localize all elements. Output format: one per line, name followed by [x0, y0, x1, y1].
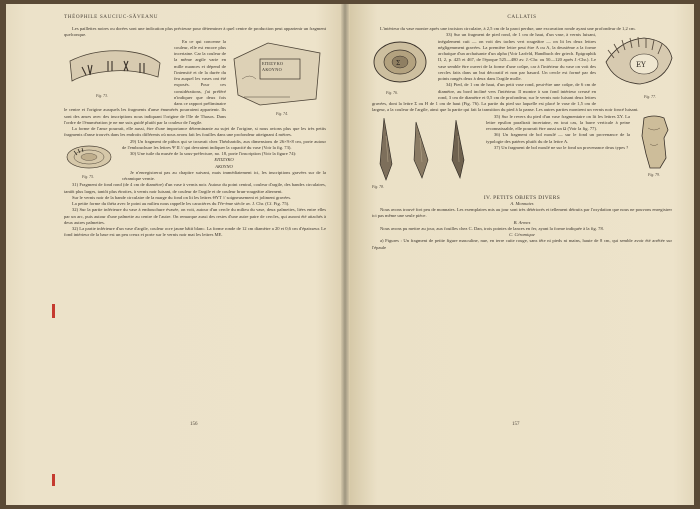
inscription-line: ΕΠΙΞΥΚΟ: [214, 157, 234, 163]
figure-76-caption: Fig. 76.: [386, 91, 398, 96]
paragraph: 37) Un fragment de bol moulé ne sur le fond un provenance deux types ?: [494, 144, 629, 150]
right-page: [350, 4, 694, 505]
right-page-body: [372, 26, 672, 251]
paragraph: 31) Fragment de fond rond (de 4 cm de diamètre) d'un vase à vernis noir. Autour du point central, couleur d'argile, des bandes circulaires, tantôt plus larges, tantôt plus étroites, à vernis noir luisant, de couleur de l'argile et de couleur brun-rougeâtre alternent.: [64, 182, 326, 194]
paragraph: 35) Sur le revers du pied d'un vase fragmentaire on lit les lettres ΣΥ. La lettre epsilon paraîtrait incertaine, en tout cas, la barre verticale à peine reconnaissable, elle pourrait être aussi un Ω (Voir la fig. 77).: [486, 113, 630, 131]
paragraph: Je n'enregistrerai pas au chapitre suivant, mais immédiatement ici, les inscriptions gravées sur de la céramique vernie.: [122, 169, 326, 181]
paragraph: Les paillettes noires ou dorées sont une indication plus précieuse pour déterminer à quel centre de production peut appartenir un fragment quelconque.: [64, 26, 326, 38]
left-running-head: THÉOPHILE SAUCIUC-SĂVEANU: [64, 14, 159, 20]
figure-74-stamp: [262, 61, 283, 73]
paragraph: 34) Pied, de 1 cm de haut, d'un petit vase rond, peut-être une coûpe, de 6 cm de diamètre, au bord incliné vers l'intérieur. Il montre à son fond intérieur creusé en rond, 3 cm de diamètre et 0,5 cm de profondeur, sur le vernis noir luisant deux lettres gravées, dont la lettre Σ ou H de 1 cm de haut (Fig. 76). La partie du pied sur laquelle est placé le vase de 1,5 cm de largeur, a la couleur de l'argile, ainsi que la partie qui fait la transition du pied à la panse. Les autres parties montrent un vernis noir foncé luisant.: [372, 82, 639, 113]
inscription-line: ΑΚΟΥΝΟ: [215, 163, 233, 169]
right-running-head: CALLATIS: [507, 14, 537, 20]
red-margin-mark: [52, 474, 55, 486]
figure-73-caption: Fig. 73.: [96, 93, 108, 98]
stamp-line: ΑΚΟΥΝΟ: [262, 66, 283, 72]
paragraph: La petite forme du théta avec le point au milieu nous rappelle les caractères du IVe-ème siècle av. J. Chr. (Cf. Fig. 75).: [72, 201, 290, 206]
paragraph: 33) Sur un fragment de pied rond, de 1 cm de haut, d'un vase, à vernis luisant, inégalement cuit — on voit des taches vert rougeâtre — on lit les deux lettres négligemment gravées. La première lettre peut être A ou A, la deuxième a la forme archaïque d'un archaïsante d'un alpha (Voir Larfeld, Handbuch der griech. Epigraphik II, 2, p. 425 et 467, de l'époque 525—480 av. J.-Chr. ou 50—120 après J.-Chr.). Le vase semble être ouvert de la forme d'une coûpe, car à l'intérieur du vase on voit des cercles faits dans un but décoratif et non par hasard. Un cercle est formé par des points rangés deux à deux dans l'argile molle.: [438, 32, 596, 81]
paragraph: 29) Un fragment de pithos qui se trouvait chez Théoharidis, aux dimensions de 26×9×8 cm, porte autour de l'embouchure les lettres Ψ II // qui devraient indiquer la capacité du vase (Voir la fig. 73).: [122, 138, 326, 150]
book-gutter: [341, 4, 349, 505]
figure-73-pithos-fragment: [64, 47, 164, 87]
paragraph: Nous avons trouvé fort peu de monnaies. Les exemplaires mis au jour sont très détériorés et tellement détruits par l'oxydation que nous ne pouvons enregistrer ici pas même une seule pièce.: [372, 207, 672, 219]
figure-77-caption: Fig. 77.: [644, 95, 656, 100]
left-page-number: 156: [190, 422, 198, 427]
svg-text:ΕΥ: ΕΥ: [636, 61, 646, 70]
paragraph: a) Figures : Un fragment de petite figure masculine, nue, en terre cuite rouge, sans tête ni pieds ni mains, haute de 8 cm, qui semble avoir été arrêtée sur l'épaule: [372, 238, 672, 250]
figure-79-caption: Fig. 79.: [648, 172, 660, 177]
figure-78-caption: Fig. 78.: [372, 184, 384, 189]
paragraph: L'intérieur du vase montre après une incision circulaire, à 2,5 cm de la paroi perdue, une excavation ronde ayant une profondeur de 1,2 cm.: [380, 26, 636, 31]
figure-78-block: [370, 116, 482, 192]
svg-text:Σ: Σ: [396, 60, 401, 68]
figure-76-block: [370, 34, 434, 98]
left-page: [6, 4, 350, 505]
right-page-number: 157: [512, 422, 520, 427]
figure-75-caption: Fig. 75.: [82, 174, 94, 179]
paragraph: 32) La partie inférieure d'un vase d'argile, couleur ocre jaune bâtit blanc. La forme ronde de 12 cm diamètre a 20 et 0,6 cm d'épaisseur. Le fond intérieur de la base est un peu creux et porte sur le vernis noir mat les lettres ME.: [64, 226, 326, 238]
figure-74-caption: Fig. 74.: [276, 111, 288, 116]
subsection-armes: B. Armes: [513, 219, 531, 225]
red-margin-mark: [52, 304, 55, 318]
figure-78-spearheads: [370, 116, 480, 182]
figure-75-vase-base: [62, 141, 116, 175]
paragraph: En ce qui concerne la couleur, elle est encore plus incertaine. Car la couleur de la même argile varie en mille nuances et dépend de l'intensité et de la durée du feu auquel les vases ont été exposés. Pour ces considérations, j'ai préféré n'indiquer que deux fois dans ce rapport préliminaire le centre et l'origine auxquels les fragments d'anse énumérés pourraient appartenir. Ils sont des anses avec des inscriptions nous indiquant l'origine de l'île de Thasos. Dans l'ordre de l'énumération je ne me suis guidé plutôt par la couleur de l'argile.: [64, 38, 226, 125]
figure-74-tile-fragment: [230, 39, 324, 109]
paragraph: Nous avons pu mettre au jour, aux fouilles chez C. Dan, trois pointes de lances en fer, ayant la forme indiquée à la fig. 78.: [380, 225, 604, 231]
paragraph: Sur le vernis noir de la bande circulaire de la marge du fond on lit les lettres ΘΥΤ // soigneusement et joliment gravées.: [72, 194, 292, 200]
paragraph: 30) Une tuile du musée de la sous-préfecture, no. 18, porte l'inscription (Voir la figure 74):: [130, 151, 297, 156]
figure-77-vase-foot: [600, 32, 676, 92]
paragraph: 32) Sur la partie inférieure du vase à embouchure évasée, on voit, autour d'un cercle du milieu du vase, deux palmettes, liées entre elles par un arc, puis autour d'une palmette au centre de l'autre. On remarque aussi des restes d'une autre paire de cercles, qui auront été attachés à deux autres palmettes.: [64, 207, 326, 225]
figure-75-block: [62, 141, 118, 181]
figure-77-block: [600, 32, 680, 104]
figure-73-block: [62, 41, 170, 105]
subsection-ceramique: C. Céramique: [509, 232, 535, 237]
paragraph: La forme de l'anse pourrait, elle aussi, être d'une importance déterminante au sujet de l'origine, si nous avions plus que les très petits fragments d'anse trouvés dans les endroits différents où nous avons fait les fouilles dans une profondeur atteignant 4 mètres.: [64, 126, 326, 138]
section-title: IV. PETITS OBJETS DIVERS: [483, 194, 561, 201]
figure-79-terracotta-figure: [634, 114, 676, 170]
paragraph: 36) Un fragment de bol moulé — sur le fond un provenance de la typologie des patères plutôt du de la lettre A.: [486, 132, 630, 144]
book-spread: [6, 4, 694, 505]
figure-79-block: [634, 114, 678, 180]
left-page-body: [64, 26, 326, 239]
figure-74-block: [230, 39, 326, 121]
subsection-monnaies: A. Monnaies: [510, 200, 534, 206]
stamp-line: ΕΠΙΞΥΚΟ: [262, 60, 284, 66]
figure-76-cup-foot: [370, 34, 432, 88]
